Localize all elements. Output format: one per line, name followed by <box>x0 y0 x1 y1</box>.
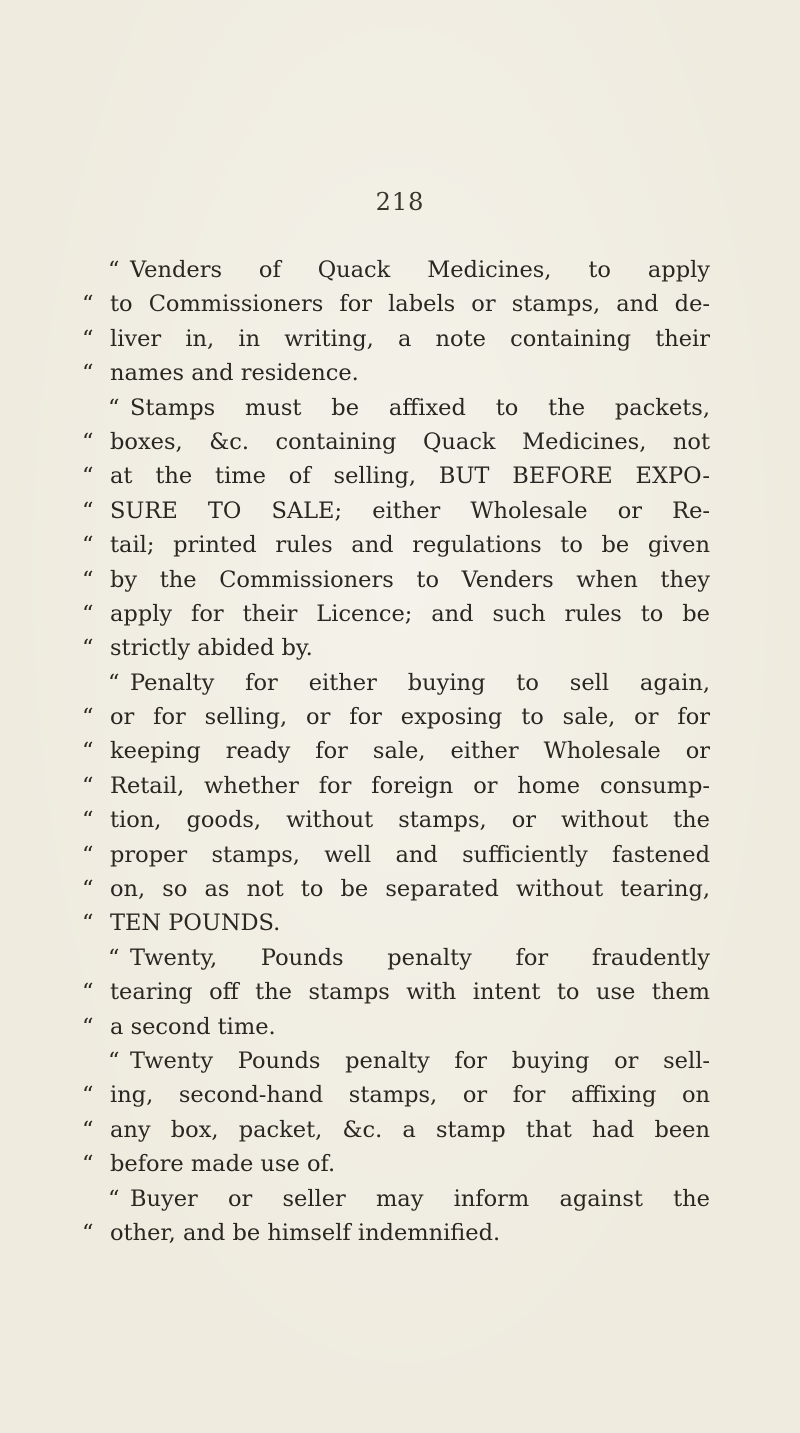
text-line <box>70 906 710 940</box>
open-quote-mark: “ <box>82 532 94 559</box>
line-text: Buyer or seller may inform against the <box>130 1185 710 1212</box>
line-text: Venders of Quack Medicines, to apply <box>130 257 710 283</box>
line-text: any box, packet, &c. a stamp that had been <box>110 1116 710 1143</box>
open-quote-mark: “ <box>82 1082 94 1109</box>
text-line <box>70 700 710 734</box>
text-line <box>70 1078 710 1112</box>
text-line <box>70 287 710 321</box>
line-text: liver in, in writing, a note containing their <box>110 325 710 352</box>
open-quote-mark: “ <box>108 394 120 421</box>
open-quote-mark: “ <box>82 1116 94 1143</box>
line-text: proper stamps, well and sufficiently fastened <box>110 841 710 868</box>
text-line <box>70 1147 710 1181</box>
text-line <box>70 941 710 975</box>
line-text: tail; printed rules and regulations to be given <box>110 532 710 559</box>
open-quote-mark: “ <box>108 257 120 283</box>
open-quote-mark: “ <box>82 738 94 765</box>
text-line <box>70 838 710 872</box>
line-text: tion, goods, without stamps, or without the <box>110 807 710 834</box>
text-line <box>70 1044 710 1078</box>
line-text: Stamps must be affixed to the packets, <box>130 394 710 421</box>
line-text: TEN POUNDS. <box>110 910 281 937</box>
open-quote-mark: “ <box>82 1013 94 1040</box>
open-quote-mark: “ <box>108 1185 120 1212</box>
text-line <box>70 494 710 528</box>
text-line <box>70 631 710 665</box>
open-quote-mark: “ <box>82 704 94 731</box>
open-quote-mark: “ <box>108 669 120 696</box>
text-line <box>70 597 710 631</box>
line-text: apply for their Licence; and such rules to be <box>110 600 710 627</box>
open-quote-mark: “ <box>82 291 94 318</box>
text-line <box>70 769 710 803</box>
text-line <box>70 253 710 287</box>
text-line <box>70 322 710 356</box>
line-text: tearing off the stamps with intent to use them <box>110 979 710 1006</box>
line-text: other, and be himself indemnified. <box>110 1219 501 1246</box>
line-text: Retail, whether for foreign or home consump- <box>110 772 710 799</box>
text-line <box>70 459 710 493</box>
text-line <box>70 975 710 1009</box>
open-quote-mark: “ <box>82 566 94 593</box>
text-line <box>70 803 710 837</box>
line-text: a second time. <box>110 1013 276 1040</box>
line-text: Penalty for either buying to sell again, <box>130 669 710 696</box>
open-quote-mark: “ <box>82 1219 94 1246</box>
line-text: on, so as not to be separated without tearing, <box>110 876 710 903</box>
text-line <box>70 666 710 700</box>
line-text: to Commissioners for labels or stamps, and de- <box>110 291 710 318</box>
open-quote-mark: “ <box>82 772 94 799</box>
open-quote-mark: “ <box>82 325 94 352</box>
open-quote-mark: “ <box>82 428 94 455</box>
text-line <box>70 563 710 597</box>
open-quote-mark: “ <box>82 807 94 834</box>
open-quote-mark: “ <box>82 600 94 627</box>
line-text: keeping ready for sale, either Wholesale or <box>110 738 710 765</box>
text-line <box>70 425 710 459</box>
text-line <box>70 734 710 768</box>
open-quote-mark: “ <box>82 497 94 524</box>
text-line <box>70 872 710 906</box>
open-quote-mark: “ <box>82 635 94 662</box>
open-quote-mark: “ <box>82 979 94 1006</box>
open-quote-mark: “ <box>82 360 94 387</box>
text-line <box>70 1182 710 1216</box>
line-text: strictly abided by. <box>110 635 313 662</box>
line-text: before made use of. <box>110 1151 336 1178</box>
open-quote-mark: “ <box>108 1047 120 1074</box>
text-line <box>70 1113 710 1147</box>
line-text: by the Commissioners to Venders when they <box>110 566 710 593</box>
page-number: 218 <box>375 188 425 216</box>
text-line <box>70 1216 710 1250</box>
line-text: or for selling, or for exposing to sale, or for <box>110 704 710 731</box>
text-line <box>70 356 710 390</box>
text-line <box>70 1010 710 1044</box>
open-quote-mark: “ <box>82 841 94 868</box>
line-text: boxes, &c. containing Quack Medicines, not <box>110 428 710 455</box>
body-text <box>70 253 710 1250</box>
line-text: at the time of selling, BUT BEFORE EXPO- <box>110 463 710 490</box>
line-text: Twenty Pounds penalty for buying or sell- <box>130 1047 710 1074</box>
line-text: names and residence. <box>110 360 359 387</box>
line-text: ing, second-hand stamps, or for affixing on <box>110 1082 710 1109</box>
text-line <box>70 391 710 425</box>
open-quote-mark: “ <box>82 876 94 903</box>
open-quote-mark: “ <box>82 463 94 490</box>
line-text: SURE TO SALE; either Wholesale or Re- <box>110 497 710 524</box>
open-quote-mark: “ <box>82 910 94 937</box>
open-quote-mark: “ <box>108 944 120 971</box>
text-line <box>70 528 710 562</box>
open-quote-mark: “ <box>82 1151 94 1178</box>
line-text: Twenty, Pounds penalty for fraudently <box>130 944 710 971</box>
